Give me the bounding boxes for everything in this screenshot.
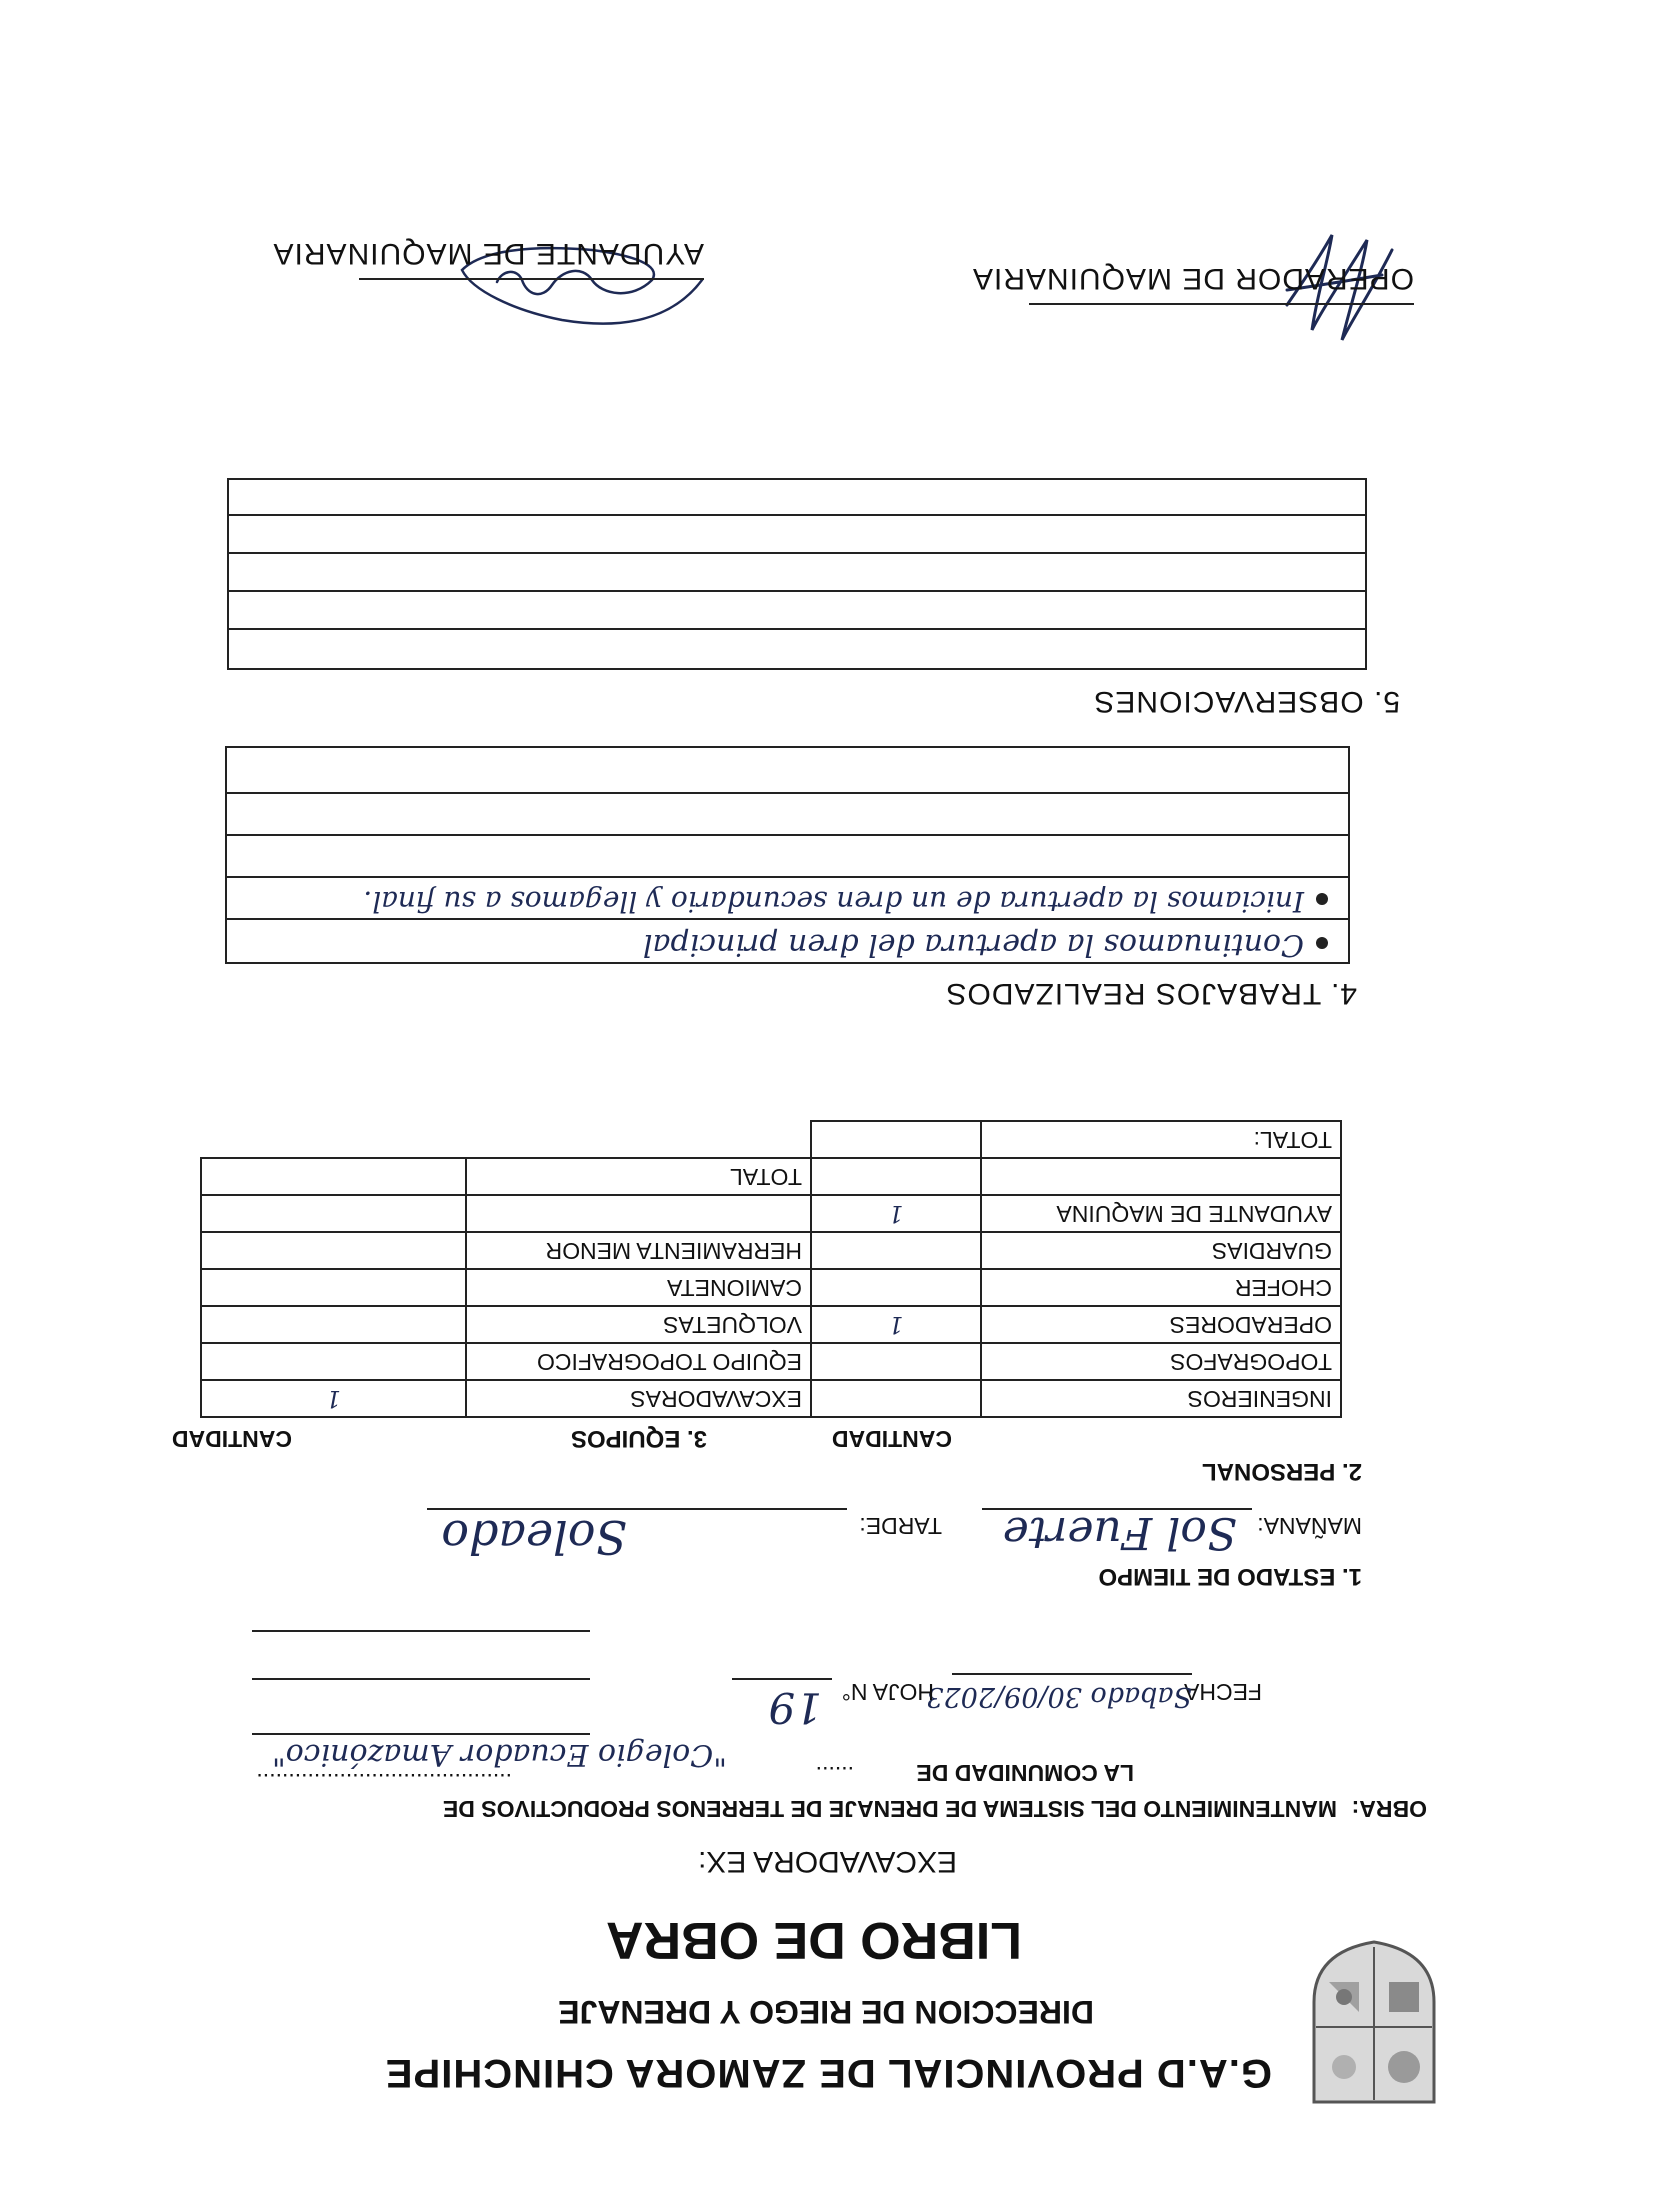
equipos-qty bbox=[201, 1269, 466, 1306]
table-row bbox=[811, 1343, 1341, 1380]
equipos-label: EXCAVADORAS bbox=[466, 1380, 811, 1417]
equipos-qty bbox=[201, 1343, 466, 1380]
comunidad-dots: ...... bbox=[815, 1762, 854, 1788]
table-row bbox=[811, 1269, 1341, 1306]
personal-label bbox=[981, 1158, 1341, 1195]
table-row bbox=[201, 1380, 811, 1417]
comunidad-underline bbox=[252, 1733, 590, 1735]
personal-table bbox=[810, 1120, 1342, 1418]
trabajos-line bbox=[227, 834, 1348, 878]
trabajos-text-1: Continuamos la apertura del dren principal bbox=[642, 927, 1304, 962]
ayudante-signature-line bbox=[359, 278, 704, 280]
tarde-value: Soleado bbox=[441, 1510, 627, 1564]
table-row bbox=[201, 1306, 811, 1343]
equipos-table bbox=[200, 1157, 812, 1418]
table-row bbox=[201, 1195, 811, 1232]
trabajos-line bbox=[227, 748, 1348, 794]
obra-description: MANTENIMIENTO DEL SISTEMA DE DRENAJE DE TERRENOS PRODUCTIVOS DE bbox=[442, 1796, 1337, 1822]
manana-value: Sol Fuerte bbox=[1002, 1507, 1237, 1558]
hoja-underline bbox=[732, 1678, 832, 1680]
extra-underline-2 bbox=[252, 1630, 590, 1632]
equipos-label: TOTAL bbox=[466, 1158, 811, 1195]
section-4-title: 4. TRABAJOS REALIZADOS bbox=[945, 977, 1357, 1010]
observaciones-line bbox=[229, 514, 1365, 554]
organization-title: G.A.D PROVINCIAL DE ZAMORA CHINCHIPE bbox=[384, 2051, 1272, 2095]
table-row bbox=[811, 1121, 1341, 1158]
manana-underline bbox=[982, 1508, 1252, 1510]
personal-qty-header: CANTIDAD bbox=[831, 1426, 952, 1452]
equipos-qty bbox=[201, 1232, 466, 1269]
trabajos-line bbox=[227, 792, 1348, 836]
department-subtitle: DIRECCION DE RIEGO Y DRENAJE bbox=[558, 1994, 1094, 2030]
table-row bbox=[811, 1306, 1341, 1343]
fecha-value: Sabado 30/09/2023 bbox=[926, 1681, 1192, 1712]
table-row bbox=[201, 1343, 811, 1380]
table-row bbox=[811, 1158, 1341, 1195]
trabajos-text-2: Iniciamos la apertura de un dren secundario y llegamos a su final. bbox=[363, 885, 1304, 918]
personal-qty bbox=[811, 1121, 981, 1158]
personal-qty: 1 bbox=[811, 1306, 981, 1343]
observaciones-line bbox=[229, 552, 1365, 592]
comunidad-dots-end: ........................................ bbox=[256, 1769, 512, 1795]
tarde-underline bbox=[427, 1508, 847, 1510]
section-5-title: 5. OBSERVACIONES bbox=[1093, 685, 1400, 718]
obra-label: OBRA: bbox=[1351, 1796, 1427, 1822]
personal-qty bbox=[811, 1158, 981, 1195]
bullet-icon bbox=[1316, 937, 1328, 949]
equipos-label: CAMIONETA bbox=[466, 1269, 811, 1306]
equipos-qty bbox=[201, 1158, 466, 1195]
trabajos-entry-1 bbox=[643, 927, 1328, 962]
section-3-title: 3. EQUIPOS bbox=[570, 1425, 707, 1452]
trabajos-line bbox=[227, 876, 1348, 920]
personal-label: TOTAL: bbox=[981, 1121, 1341, 1158]
ayudante-label: AYUDANTE DE MAQUINARIA bbox=[272, 237, 704, 270]
hoja-label: HOJA N° bbox=[841, 1679, 934, 1705]
operador-label: OPERADOR DE MAQUINARIA bbox=[971, 262, 1414, 295]
equipos-qty-header: CANTIDAD bbox=[171, 1426, 292, 1452]
personal-qty bbox=[811, 1380, 981, 1417]
section-2-title: 2. PERSONAL bbox=[1201, 1458, 1362, 1485]
equipos-label: HERRAMIENTA MENOR bbox=[466, 1232, 811, 1269]
equipos-label bbox=[466, 1195, 811, 1232]
equipos-qty bbox=[201, 1195, 466, 1232]
extra-underline-1 bbox=[252, 1678, 590, 1680]
observaciones-line bbox=[229, 628, 1365, 668]
excavator-label: EXCAVADORA EX: bbox=[698, 1845, 957, 1878]
table-row bbox=[201, 1158, 811, 1195]
book-title: LIBRO DE OBRA bbox=[606, 1911, 1022, 1969]
personal-label: CHOFER bbox=[981, 1269, 1341, 1306]
table-row bbox=[201, 1269, 811, 1306]
comunidad-label: LA COMUNIDAD DE bbox=[916, 1760, 1134, 1786]
equipos-qty bbox=[201, 1306, 466, 1343]
fecha-underline bbox=[952, 1673, 1192, 1675]
trabajos-entry-2 bbox=[363, 885, 1328, 918]
section-1-title: 1. ESTADO DE TIEMPO bbox=[1098, 1563, 1362, 1590]
equipos-label: VOLQUETAS bbox=[466, 1306, 811, 1343]
tarde-label: TARDE: bbox=[859, 1513, 942, 1539]
table-row bbox=[811, 1380, 1341, 1417]
personal-qty: 1 bbox=[811, 1195, 981, 1232]
fecha-label: FECHA bbox=[1184, 1679, 1262, 1705]
observaciones-box bbox=[227, 478, 1367, 670]
operador-signature-line bbox=[1029, 303, 1414, 305]
personal-label: AYUDANTE DE MAQUINA bbox=[981, 1195, 1341, 1232]
observaciones-line bbox=[229, 590, 1365, 630]
trabajos-line bbox=[227, 918, 1348, 962]
personal-qty bbox=[811, 1232, 981, 1269]
hoja-value: 19 bbox=[768, 1683, 822, 1732]
trabajos-box bbox=[225, 746, 1350, 964]
manana-label: MAÑANA: bbox=[1257, 1513, 1362, 1539]
comunidad-value: "Colegio Ecuador Amazónico" bbox=[271, 1737, 727, 1772]
table-row bbox=[811, 1195, 1341, 1232]
coat-of-arms-seal bbox=[1304, 1937, 1444, 2112]
personal-label: OPERADORES bbox=[981, 1306, 1341, 1343]
personal-label: INGENIEROS bbox=[981, 1380, 1341, 1417]
personal-qty bbox=[811, 1343, 981, 1380]
table-row bbox=[201, 1232, 811, 1269]
equipos-qty: 1 bbox=[201, 1380, 466, 1417]
coat-of-arms-icon bbox=[1304, 1937, 1444, 2112]
equipos-label: EQUIPO TOPOGRAFICO bbox=[466, 1343, 811, 1380]
personal-label: GUARDIAS bbox=[981, 1232, 1341, 1269]
bullet-icon bbox=[1316, 894, 1328, 906]
personal-label: TOPOGRAFOS bbox=[981, 1343, 1341, 1380]
table-row bbox=[811, 1232, 1341, 1269]
personal-qty bbox=[811, 1269, 981, 1306]
